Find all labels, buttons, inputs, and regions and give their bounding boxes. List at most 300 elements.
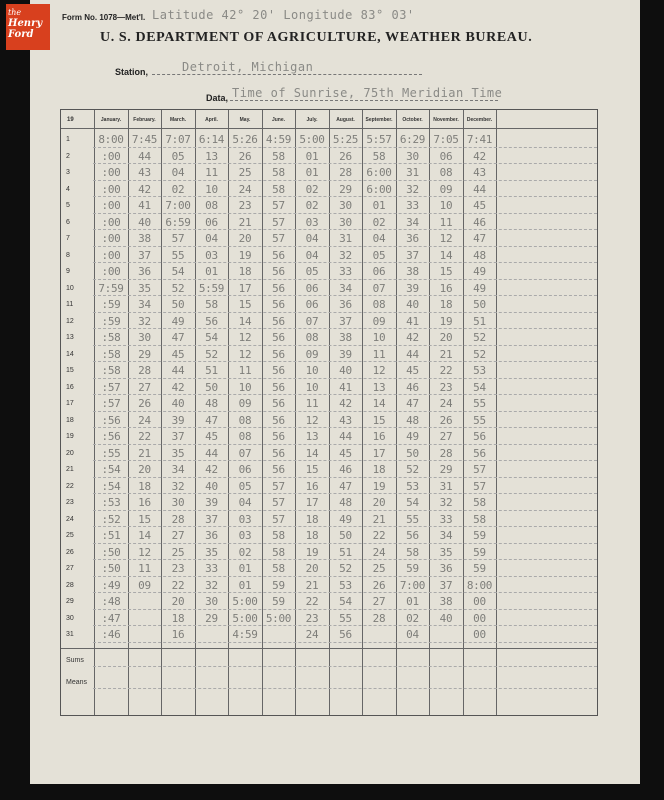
sunrise-cell: 18 <box>305 512 319 526</box>
sunrise-cell: 5:59 <box>198 281 225 295</box>
sunrise-cell: :58 <box>101 347 121 361</box>
row-rule <box>93 361 597 362</box>
sunrise-cell: :58 <box>101 364 121 377</box>
sunrise-cell: 04 <box>372 232 386 245</box>
sunrise-cell: 08 <box>305 331 319 344</box>
sunrise-cell: 25 <box>372 562 386 575</box>
sunrise-cell: 23 <box>305 611 319 625</box>
sunrise-cell: 56 <box>272 265 285 278</box>
sunrise-cell: 46 <box>406 380 419 394</box>
sunrise-cell: 20 <box>238 232 252 245</box>
sunrise-cell: 05 <box>372 248 386 262</box>
sunrise-cell: 34 <box>171 463 185 476</box>
sunrise-cell: 11 <box>138 562 151 575</box>
sunrise-cell: 22 <box>439 364 453 377</box>
sunrise-cell: 56 <box>272 446 285 460</box>
sunrise-cell: 11 <box>305 397 319 410</box>
sunrise-cell: 13 <box>205 149 218 163</box>
sunrise-cell: 09 <box>439 182 453 196</box>
row-rule <box>93 559 597 560</box>
row-rule <box>93 592 597 593</box>
row-rule <box>93 543 597 544</box>
sunrise-cell: 58 <box>272 182 285 196</box>
sunrise-cell: 46 <box>473 215 486 229</box>
sunrise-cell: 40 <box>339 364 352 377</box>
sunrise-cell: 18 <box>439 298 453 311</box>
sunrise-cell: 06 <box>238 463 252 476</box>
row-rule <box>93 510 597 511</box>
row-rule <box>93 625 597 626</box>
sunrise-cell: 21 <box>238 215 252 229</box>
sunrise-cell: 32 <box>205 578 218 592</box>
sunrise-cell: :48 <box>101 595 121 608</box>
row-rule <box>93 609 597 610</box>
sunrise-cell: 12 <box>305 413 319 427</box>
sunrise-cell: 56 <box>272 413 285 427</box>
day-number: 20 <box>66 449 74 457</box>
sunrise-cell: 30 <box>171 496 185 509</box>
sunrise-cell: 29 <box>339 182 352 196</box>
sunrise-cell: 08 <box>205 199 218 212</box>
sunrise-cell: 18 <box>305 529 319 542</box>
sunrise-cell: 18 <box>238 265 252 278</box>
sunrise-cell: 24 <box>439 397 453 410</box>
sunrise-cell: 05 <box>171 149 185 163</box>
month-header: August. <box>336 117 355 123</box>
row-rule <box>93 147 597 148</box>
sunrise-cell: :50 <box>101 562 121 575</box>
sunrise-cell: 15 <box>138 512 151 526</box>
sunrise-cell: 44 <box>171 364 185 377</box>
station-label: Station, <box>115 67 148 77</box>
sunrise-cell: 14 <box>305 446 319 460</box>
row-rule <box>93 279 597 280</box>
sunrise-cell: 33 <box>406 199 419 212</box>
sunrise-cell: 01 <box>372 199 386 212</box>
station-underline <box>152 74 422 75</box>
footer-rule <box>93 666 597 667</box>
sunrise-cell: 58 <box>272 545 285 559</box>
sunrise-cell: 01 <box>238 562 252 575</box>
row-rule <box>93 213 597 214</box>
day-number: 21 <box>66 466 74 473</box>
sunrise-cell: 59 <box>406 562 419 575</box>
sunrise-cell: 12 <box>372 364 386 377</box>
sunrise-cell: 29 <box>138 347 151 361</box>
sunrise-cell: 49 <box>339 512 352 526</box>
sunrise-cell: 52 <box>171 281 185 295</box>
sunrise-cell: 58 <box>272 166 285 179</box>
sunrise-cell: 46 <box>339 463 352 476</box>
sunrise-cell: 45 <box>473 199 486 212</box>
sunrise-cell: 57 <box>171 232 185 245</box>
sunrise-cell: :59 <box>101 298 121 311</box>
sunrise-cell: 42 <box>339 397 352 410</box>
sunrise-cell: 56 <box>205 314 218 328</box>
sunrise-cell: 06 <box>205 215 218 229</box>
sunrise-cell: 15 <box>305 463 319 476</box>
sunrise-cell: 22 <box>171 578 185 592</box>
sunrise-cell: 21 <box>439 347 453 361</box>
sunrise-cell: 30 <box>205 595 218 608</box>
row-rule <box>93 295 597 296</box>
day-number: 10 <box>66 284 74 292</box>
sunrise-cell: 18 <box>171 611 185 625</box>
sunrise-cell: 7:00 <box>165 199 191 212</box>
sunrise-cell: 31 <box>439 479 453 493</box>
sunrise-cell: 06 <box>439 149 453 163</box>
sunrise-cell: 41 <box>406 314 419 328</box>
sunrise-cell: 57 <box>473 463 486 476</box>
sunrise-cell: 20 <box>138 463 151 476</box>
sunrise-cell: 42 <box>406 331 419 344</box>
page-title: U. S. DEPARTMENT OF AGRICULTURE, WEATHER BUREAU. <box>100 30 533 45</box>
sunrise-cell: 23 <box>171 562 185 575</box>
sunrise-cell: 36 <box>406 232 419 245</box>
sunrise-cell: 39 <box>339 347 352 361</box>
sunrise-cell: 8:00 <box>98 133 124 146</box>
sunrise-cell: 10 <box>305 364 319 377</box>
sunrise-cell: 23 <box>439 380 453 394</box>
sunrise-cell: 50 <box>339 529 352 542</box>
sunrise-cell: 54 <box>339 595 352 608</box>
footer-rule <box>93 688 597 689</box>
sunrise-cell: 36 <box>205 529 218 542</box>
sunrise-cell: 43 <box>339 413 352 427</box>
sunrise-cell: 16 <box>372 430 386 443</box>
sunrise-cell: 30 <box>406 149 419 163</box>
sunrise-cell: :00 <box>101 215 121 229</box>
sunrise-cell: 36 <box>339 298 352 311</box>
sunrise-cell: 4:59 <box>265 133 292 146</box>
sunrise-cell: 56 <box>272 380 285 394</box>
sunrise-cell: 27 <box>138 380 151 394</box>
sunrise-cell: 7:05 <box>433 133 459 146</box>
sunrise-cell: 40 <box>205 479 218 493</box>
sunrise-cell: 54 <box>473 380 486 394</box>
data-label: Data, <box>206 93 229 103</box>
sunrise-cell: 19 <box>372 479 386 493</box>
sunrise-cell: 26 <box>138 397 151 410</box>
sunrise-cell: 23 <box>238 199 252 212</box>
sunrise-cell: :47 <box>101 611 121 625</box>
sunrise-cell: 24 <box>305 628 319 641</box>
sunrise-cell: 13 <box>305 430 319 443</box>
sunrise-cell: 7:41 <box>466 133 493 146</box>
sunrise-cell: 17 <box>372 446 386 460</box>
sunrise-cell: 12 <box>238 331 252 344</box>
data-value: Time of Sunrise, 75th Meridian Time <box>232 86 503 100</box>
sunrise-cell: 09 <box>372 314 386 328</box>
month-header: October. <box>402 117 423 123</box>
sunrise-cell: 15 <box>372 413 386 427</box>
month-header: April. <box>205 117 218 123</box>
day-number: 1 <box>66 136 70 143</box>
sunrise-cell: :58 <box>101 331 121 344</box>
sunrise-cell: 01 <box>406 595 419 608</box>
sunrise-cell: 36 <box>439 562 453 575</box>
sunrise-cell: 12 <box>138 545 151 559</box>
sunrise-cell: 5:26 <box>232 133 258 146</box>
sunrise-cell: 04 <box>305 248 319 262</box>
sunrise-cell: 44 <box>406 347 419 361</box>
day-number: 26 <box>66 548 74 556</box>
sunrise-cell: 17 <box>305 496 319 509</box>
sunrise-cell: 48 <box>339 496 352 509</box>
sunrise-cell: 45 <box>406 364 419 377</box>
sunrise-cell: :52 <box>101 512 121 526</box>
sunrise-cell: :50 <box>101 545 121 559</box>
sunrise-cell: 03 <box>238 529 252 542</box>
sunrise-cell: 58 <box>272 149 285 163</box>
sunrise-cell: 22 <box>138 430 151 443</box>
sunrise-cell: 5:00 <box>232 595 258 608</box>
day-number: 16 <box>66 383 74 391</box>
sunrise-cell: 36 <box>138 265 151 278</box>
sunrise-cell: 04 <box>238 496 252 509</box>
sunrise-cell: 45 <box>171 347 185 361</box>
sunrise-cell: 55 <box>406 512 419 526</box>
sunrise-cell: 16 <box>439 281 453 295</box>
sunrise-cell: 59 <box>473 545 486 559</box>
sunrise-cell: 14 <box>372 397 386 410</box>
sunrise-cell: 50 <box>406 446 419 460</box>
sunrise-cell: 47 <box>171 331 185 344</box>
sunrise-cell: 56 <box>339 628 352 641</box>
sunrise-cell: 09 <box>305 347 319 361</box>
sunrise-cell: 51 <box>473 314 486 328</box>
day-number: 25 <box>66 532 74 539</box>
sunrise-cell: 56 <box>473 430 486 443</box>
sunrise-cell: 37 <box>339 314 352 328</box>
sunrise-cell: 7:59 <box>98 281 124 295</box>
sunrise-cell: 54 <box>171 265 185 278</box>
sunrise-cell: 27 <box>372 595 386 608</box>
sunrise-cell: 55 <box>171 248 185 262</box>
sunrise-cell: :00 <box>101 166 121 179</box>
sunrise-cell: 28 <box>138 364 151 377</box>
sunrise-cell: 35 <box>171 446 185 460</box>
sunrise-cell: 59 <box>473 529 486 542</box>
sunrise-cell: 55 <box>473 413 486 427</box>
sunrise-cell: 21 <box>372 512 386 526</box>
sunrise-cell: 53 <box>406 479 419 493</box>
sunrise-cell: 51 <box>339 545 352 559</box>
month-header: September. <box>365 117 393 123</box>
sunrise-cell: 5:00 <box>265 611 292 625</box>
sunrise-cell: 34 <box>339 281 352 295</box>
sunrise-cell: 37 <box>439 578 453 592</box>
sunrise-cell: 48 <box>473 248 486 262</box>
station-value: Detroit, Michigan <box>182 60 314 74</box>
day-number: 28 <box>66 581 74 589</box>
day-number: 18 <box>66 416 74 424</box>
row-rule <box>93 328 597 329</box>
sunrise-cell: 08 <box>372 298 386 311</box>
sunrise-cell: 56 <box>473 446 486 460</box>
sunrise-cell: 14 <box>439 248 453 262</box>
sunrise-cell: 42 <box>205 463 218 476</box>
sunrise-cell: 29 <box>439 463 453 476</box>
sunrise-cell: 34 <box>439 529 453 542</box>
sunrise-cell: 56 <box>272 331 285 344</box>
day-number: 3 <box>66 169 70 176</box>
sunrise-cell: 11 <box>238 364 252 377</box>
sunrise-cell: 04 <box>205 232 218 245</box>
sunrise-cell: :00 <box>101 232 121 245</box>
day-number: 27 <box>66 565 74 572</box>
sunrise-cell: :00 <box>101 182 121 196</box>
month-header: May. <box>239 117 251 123</box>
sunrise-cell: :56 <box>101 430 121 443</box>
sunrise-cell: 17 <box>238 281 252 295</box>
day-number: 9 <box>66 268 70 275</box>
sunrise-cell: 40 <box>439 611 453 625</box>
sunrise-cell: 42 <box>473 149 486 163</box>
sunrise-cell: 09 <box>138 578 151 592</box>
sunrise-cell: 47 <box>339 479 352 493</box>
sunrise-cell: 59 <box>272 595 285 608</box>
month-header: November. <box>433 117 459 123</box>
sunrise-cell: 35 <box>205 545 218 559</box>
sunrise-cell: 26 <box>339 149 352 163</box>
row-rule <box>93 526 597 527</box>
sunrise-cell: 57 <box>272 512 285 526</box>
sunrise-cell: 30 <box>339 215 352 229</box>
day-number: 22 <box>66 482 74 490</box>
sunrise-cell: 6:29 <box>399 133 426 146</box>
sunrise-cell: 00 <box>473 595 486 608</box>
sunrise-cell: 56 <box>272 463 285 476</box>
sunrise-cell: 24 <box>138 413 151 427</box>
row-rule <box>93 196 597 197</box>
sunrise-cell: 54 <box>205 331 218 344</box>
sunrise-cell: 55 <box>473 397 486 410</box>
sunrise-cell: 21 <box>138 446 151 460</box>
sunrise-cell: 20 <box>305 562 319 575</box>
sunrise-cell: 20 <box>171 595 185 608</box>
sunrise-cell: 7:07 <box>165 133 191 146</box>
sunrise-cell: 37 <box>138 248 151 262</box>
sunrise-cell: 43 <box>138 166 151 179</box>
day-number: 30 <box>66 614 74 622</box>
sunrise-cell: 56 <box>272 347 285 361</box>
day-number: 29 <box>66 598 74 605</box>
sunrise-cell: 05 <box>238 479 252 493</box>
sunrise-cell: 56 <box>272 364 285 377</box>
sunrise-cell: 15 <box>439 265 453 278</box>
day-number: 15 <box>66 367 74 374</box>
sunrise-cell: 45 <box>205 430 218 443</box>
sunrise-cell: 10 <box>305 380 319 394</box>
sunrise-cell: 12 <box>238 347 252 361</box>
sunrise-cell: 56 <box>272 430 285 443</box>
sunrise-cell: 49 <box>473 265 486 278</box>
sunrise-cell: 56 <box>272 314 285 328</box>
sunrise-cell: 28 <box>171 512 185 526</box>
day-number: 7 <box>66 235 70 242</box>
sunrise-cell: 55 <box>339 611 352 625</box>
sunrise-cell: 28 <box>439 446 453 460</box>
sunrise-cell: 47 <box>406 397 419 410</box>
footer-label: Means <box>66 678 88 686</box>
month-header: June. <box>271 117 286 123</box>
sunrise-cell: 57 <box>272 232 285 245</box>
sunrise-cell: 14 <box>238 314 252 328</box>
sunrise-cell: 4:59 <box>232 628 258 641</box>
sunrise-cell: :57 <box>101 397 121 410</box>
sunrise-cell: 32 <box>406 182 419 196</box>
sunrise-cell: 56 <box>272 248 285 262</box>
sunrise-cell: 57 <box>272 215 285 229</box>
row-rule <box>93 477 597 478</box>
sunrise-cell: 16 <box>138 496 151 509</box>
day-number: 5 <box>66 202 70 209</box>
sunrise-cell: 35 <box>138 281 151 295</box>
sunrise-cell: 49 <box>473 281 486 295</box>
sunrise-cell: 57 <box>272 496 285 509</box>
sunrise-cell: 58 <box>473 496 486 509</box>
sunrise-cell: :00 <box>101 149 121 163</box>
sunrise-cell: 29 <box>205 611 218 625</box>
sunrise-cell: 47 <box>205 413 218 427</box>
sunrise-cell: 34 <box>138 298 151 311</box>
sunrise-cell: 38 <box>339 331 352 344</box>
sunrise-cell: 10 <box>372 331 386 344</box>
row-rule <box>93 460 597 461</box>
sunrise-cell: 30 <box>138 331 151 344</box>
footer-divider <box>61 648 597 649</box>
sunrise-cell: 02 <box>372 215 386 229</box>
sunrise-cell: 50 <box>171 298 185 311</box>
sunrise-cell: 40 <box>138 215 151 229</box>
day-number: 11 <box>66 301 74 308</box>
footer-label: Sums <box>66 656 84 664</box>
sunrise-cell: 28 <box>372 611 386 625</box>
sunrise-cell: 50 <box>205 380 218 394</box>
row-rule <box>93 394 597 395</box>
sunrise-cell: 44 <box>205 446 218 460</box>
day-number: 8 <box>66 251 70 259</box>
sunrise-cell: 15 <box>238 298 252 311</box>
row-rule <box>93 493 597 494</box>
day-number: 19 <box>66 433 74 440</box>
sunrise-cell: 51 <box>205 364 218 377</box>
sunrise-cell: 32 <box>339 248 352 262</box>
sunrise-cell: 12 <box>439 232 453 245</box>
sunrise-cell: 19 <box>439 314 453 328</box>
sunrise-cell: 04 <box>171 166 185 179</box>
sunrise-cell: 58 <box>406 545 419 559</box>
sunrise-cell: 07 <box>372 281 386 295</box>
sunrise-cell: 06 <box>372 265 386 278</box>
sunrise-cell: 44 <box>473 182 486 196</box>
row-rule <box>93 246 597 247</box>
sunrise-cell: 02 <box>305 199 319 212</box>
sunrise-cell: 01 <box>305 166 319 179</box>
sunrise-cell: 49 <box>406 430 419 443</box>
sunrise-cell: 7:00 <box>399 578 426 592</box>
sunrise-table <box>60 109 598 716</box>
data-underline <box>230 100 498 101</box>
sunrise-cell: 43 <box>473 166 486 179</box>
sunrise-cell: 42 <box>171 380 185 394</box>
sunrise-cell: 07 <box>238 446 252 460</box>
sunrise-cell: 44 <box>339 430 352 443</box>
row-rule <box>93 411 597 412</box>
sunrise-cell: 28 <box>339 166 352 179</box>
day-number: 12 <box>66 317 74 325</box>
